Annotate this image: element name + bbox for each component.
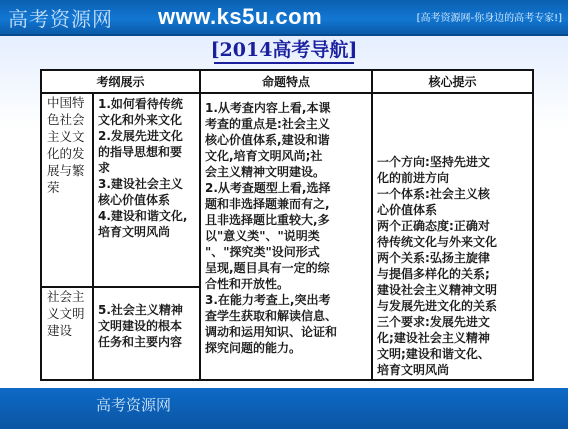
category-cell — [41, 287, 93, 380]
footer-logo[interactable]: 高考资源网 — [96, 396, 172, 414]
table-header-row — [41, 70, 533, 93]
title-underline — [214, 62, 354, 64]
features-text: 1.从考查内容上看,本课 考查的重点是:社会主义 核心价值体系,建设和谐 文化,培育文明风尚;社 会主义精神文明建设。 2.从考查题型上看,选择 题和非选择题兼而有之, 且非选择题比重较大,多 以"意义类"、"说明类 "、"探究类"设问形式 呈现,题目具有一定的综 合性和开放性。 3.在能力考查上,突出考 查学生获取和解读信息、 调动和运用知识、论证和 探究问题的能力。 — [205, 101, 338, 355]
requirements-cell — [93, 287, 200, 380]
core-tips-text: 一个方向:坚持先进文 化的前进方向 一个体系:社会主义核 心价值体系 两个正确态度:正确对 待传统文化与外来文化 两个关系:弘扬主旋律 与提倡多样化的关系; 建设社会主义精神文明 与发展先进文化的关系 三个要求:发展先进文 化;建设社会主义精神 文明;建设和谐文化、 培育文明风尚 — [377, 155, 498, 377]
header-syllabus: 考纲展示 — [41, 70, 200, 93]
table-row — [41, 93, 533, 287]
requirements-cell — [93, 93, 200, 287]
header-bar — [0, 0, 568, 36]
page-title: [2014高考导航] — [210, 39, 358, 61]
site-slogan: [高考资源网-你身边的高考专家!] — [416, 13, 562, 24]
requirements-text: 5.社会主义精神 文明建设的根本 任务和主要内容 — [98, 303, 183, 349]
features-cell — [200, 93, 372, 380]
site-logo[interactable]: 高考资源网 — [8, 7, 113, 31]
category-label: 中国特色社会主义文化的发展与繁荣 — [47, 95, 85, 195]
category-label: 社会主义文明建设 — [47, 289, 85, 338]
core-tips-cell — [372, 93, 533, 380]
requirements-text: 1.如何看待传统 文化和外来文化 2.发展先进文化 的指导思想和要 求 3.建设社会主义 核心价值体系 4.建设和谐文化, 培育文明风尚 — [98, 97, 188, 239]
header-core-tips: 核心提示 — [372, 70, 533, 93]
header-features: 命题特点 — [200, 70, 372, 93]
site-url[interactable]: www.ks5u.com — [158, 4, 323, 29]
footer-bar — [0, 388, 568, 429]
exam-guide-table — [40, 69, 534, 381]
category-cell — [41, 93, 93, 287]
